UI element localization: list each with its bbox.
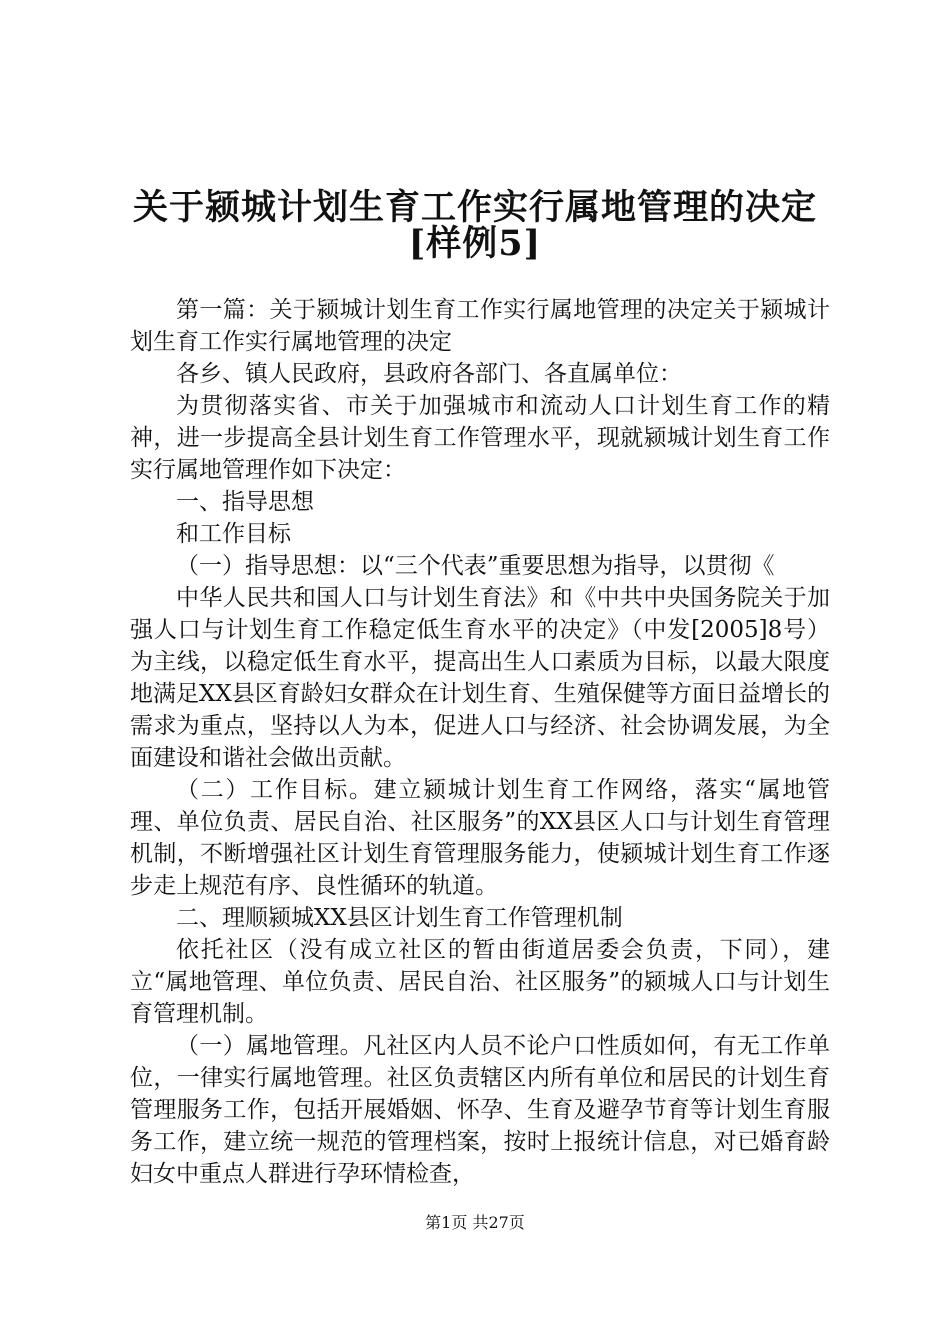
paragraph: （二）工作目标。建立颍城计划生育工作网络，落实“属地管理、单位负责、居民自治、社区服务”的XX县区人口与计划生育管理机制，不断增强社区计划生育管理服务能力，使颍城计划生育工作逐步走上规范有序、良性循环的轨道。 [130,777,830,899]
document-title: 关于颍城计划生育工作实行属地管理的决定 [132,187,817,228]
document-title-sample-tag: [样例5] [408,223,542,264]
paragraph: 中华人民共和国人口与计划生育法》和《中共中央国务院关于加强人口与计划生育工作稳定低生育水平的决定》（中发[2005]8号）为主线，以稳定低生育水平，提高出生人口素质为目标，以最大限度地满足XX县区育龄妇女群众在计划生育、生殖保健等方面日益增长的需求为重点，坚持以人为本，促进人口与经济、社会协调发展，为全面建设和谐社会做出贡献。 [130,585,830,771]
section-heading: 一、指导思想 [176,489,314,515]
document-body [130,294,830,1190]
page-number-footer: 第1页 共27页 [425,1213,525,1232]
paragraph: （一）指导思想：以“三个代表”重要思想为指导，以贯彻《 [176,553,775,579]
paragraph: 依托社区（没有成立社区的暂由街道居委会负责，下同），建立“属地管理、单位负责、居民自治、社区服务”的颍城人口与计划生育管理机制。 [130,937,830,1027]
paragraph: 各乡、镇人民政府，县政府各部门、各直属单位： [176,361,682,387]
paragraph: （一）属地管理。凡社区内人员不论户口性质如何，有无工作单位，一律实行属地管理。社区负责辖区内所有单位和居民的计划生育管理服务工作，包括开展婚姻、怀孕、生育及避孕节育等计划生育服务工作，建立统一规范的管理档案，按时上报统计信息，对已婚育龄妇女中重点人群进行孕环情检查， [130,1033,830,1187]
paragraph: 为贯彻落实省、市关于加强城市和流动人口计划生育工作的精神，进一步提高全县计划生育工作管理水平，现就颍城计划生育工作实行属地管理作如下决定： [130,393,830,483]
paragraph: 第一篇：关于颍城计划生育工作实行属地管理的决定关于颍城计划生育工作实行属地管理的决定 [130,297,830,355]
section-heading: 和工作目标 [176,521,291,547]
section-heading: 二、理顺颍城XX县区计划生育工作管理机制 [176,905,623,931]
